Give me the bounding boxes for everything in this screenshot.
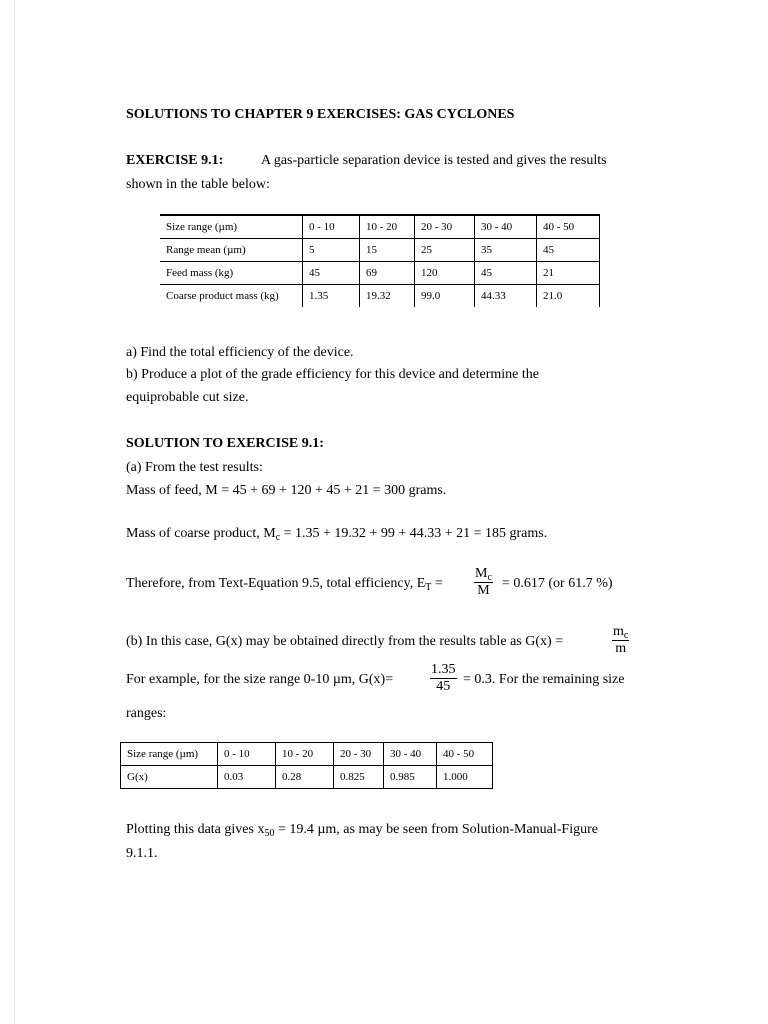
grade-efficiency-numerator [612,624,629,641]
table-cell: 19.32 [360,285,415,308]
grade-efficiency-fraction [612,624,629,657]
table-cell: 45 [475,262,537,285]
efficiency-subscript: T [425,582,432,593]
example-numerator: 1.35 [431,662,456,677]
table-cell: 0.985 [384,766,437,789]
plotting-line2: 9.1.1. [126,846,158,861]
table-cell: 0.825 [334,766,384,789]
plotting-line1 [126,821,598,839]
table-cell: 5 [303,239,360,262]
coarse-mass-prefix: Mass of coarse product, M [126,526,276,541]
table-cell: G(x) [121,766,218,789]
efficiency-equals: = [434,576,443,591]
question-b-line2: equiprobable cut size. [126,390,249,405]
table-cell: 0 - 10 [218,743,276,766]
table-cell: Range mean (µm) [160,239,303,262]
coarse-mass-suffix: = 1.35 + 19.32 + 99 + 44.33 + 21 = 185 grams. [280,526,548,541]
efficiency-numerator [474,566,493,583]
efficiency-prefix: Therefore, from Text-Equation 9.5, total efficiency, E [126,576,426,591]
plotting-subscript: 50 [264,828,275,839]
table-cell: 45 [537,239,600,262]
table-cell: 10 - 20 [360,215,415,239]
table-cell: Size range (µm) [160,215,303,239]
table-cell: 0.28 [276,766,334,789]
page-edge [14,0,15,1024]
table-cell: 40 - 50 [437,743,493,766]
table-cell: 0.03 [218,766,276,789]
table-cell: 44.33 [475,285,537,308]
table-cell: 120 [415,262,475,285]
efficiency-denominator: M [477,583,490,598]
table-row [160,262,600,285]
solution-a-intro: (a) From the test results: [126,460,263,475]
efficiency-numerator-text: M [475,566,488,581]
coarse-mass-line [126,525,547,543]
efficiency-fraction [474,566,493,599]
table-cell: 20 - 30 [334,743,384,766]
table-cell: 69 [360,262,415,285]
grade-efficiency-table [120,742,493,789]
table-cell: 99.0 [415,285,475,308]
grade-efficiency-numerator-text: m [613,624,624,639]
efficiency-result: = 0.617 (or 61.7 %) [502,576,613,591]
grade-efficiency-line: (b) In this case, G(x) may be obtained directly from the results table as G(x) = [126,634,564,649]
table-row [121,743,493,766]
plotting-prefix: Plotting this data gives x [126,822,265,837]
table-cell: 0 - 10 [303,215,360,239]
table-row [121,766,493,789]
question-a: a) Find the total efficiency of the device. [126,345,354,360]
table-cell: 35 [475,239,537,262]
page-title: SOLUTIONS TO CHAPTER 9 EXERCISES: GAS CYCLONES [126,107,515,122]
table-cell: Size range (µm) [121,743,218,766]
table-cell: 20 - 30 [415,215,475,239]
example-fraction [430,662,457,695]
example-denominator: 45 [436,679,451,694]
table-cell: 15 [360,239,415,262]
table-row [160,239,600,262]
grade-efficiency-denominator: m [615,641,627,656]
table-cell: 21 [537,262,600,285]
efficiency-line [126,575,443,593]
table-cell: 1.000 [437,766,493,789]
table-row [160,285,600,308]
table-cell: 45 [303,262,360,285]
feed-mass-line: Mass of feed, M = 45 + 69 + 120 + 45 + 21 = 300 grams. [126,483,447,498]
grade-efficiency-numerator-subscript: c [623,630,629,641]
question-b-line1: b) Produce a plot of the grade efficiency for this device and determine the [126,367,539,382]
example-result: = 0.3. For the remaining size [463,672,625,687]
table-cell: 25 [415,239,475,262]
table-cell: 30 - 40 [384,743,437,766]
solution-heading: SOLUTION TO EXERCISE 9.1: [126,436,324,451]
exercise-text-line2: shown in the table below: [126,177,270,192]
table-row [160,215,600,239]
efficiency-numerator-subscript: c [487,572,492,583]
example-line: For example, for the size range 0-10 µm, G(x)= [126,672,394,687]
table-cell: 40 - 50 [537,215,600,239]
coarse-mass-subscript: c [275,532,281,543]
table-cell: Coarse product mass (kg) [166,290,279,302]
ranges-label: ranges: [126,706,167,721]
table-cell: 10 - 20 [276,743,334,766]
table-cell: Feed mass (kg) [160,262,303,285]
exercise-label: EXERCISE 9.1: [126,153,224,168]
table-cell: 21.0 [537,285,600,308]
results-table [160,214,600,307]
plotting-suffix: = 19.4 µm, as may be seen from Solution-Manual-Figure [274,822,598,837]
table-cell: 30 - 40 [475,215,537,239]
table-cell: 1.35 [303,285,360,308]
exercise-text-line1: A gas-particle separation device is tested and gives the results [261,153,607,168]
